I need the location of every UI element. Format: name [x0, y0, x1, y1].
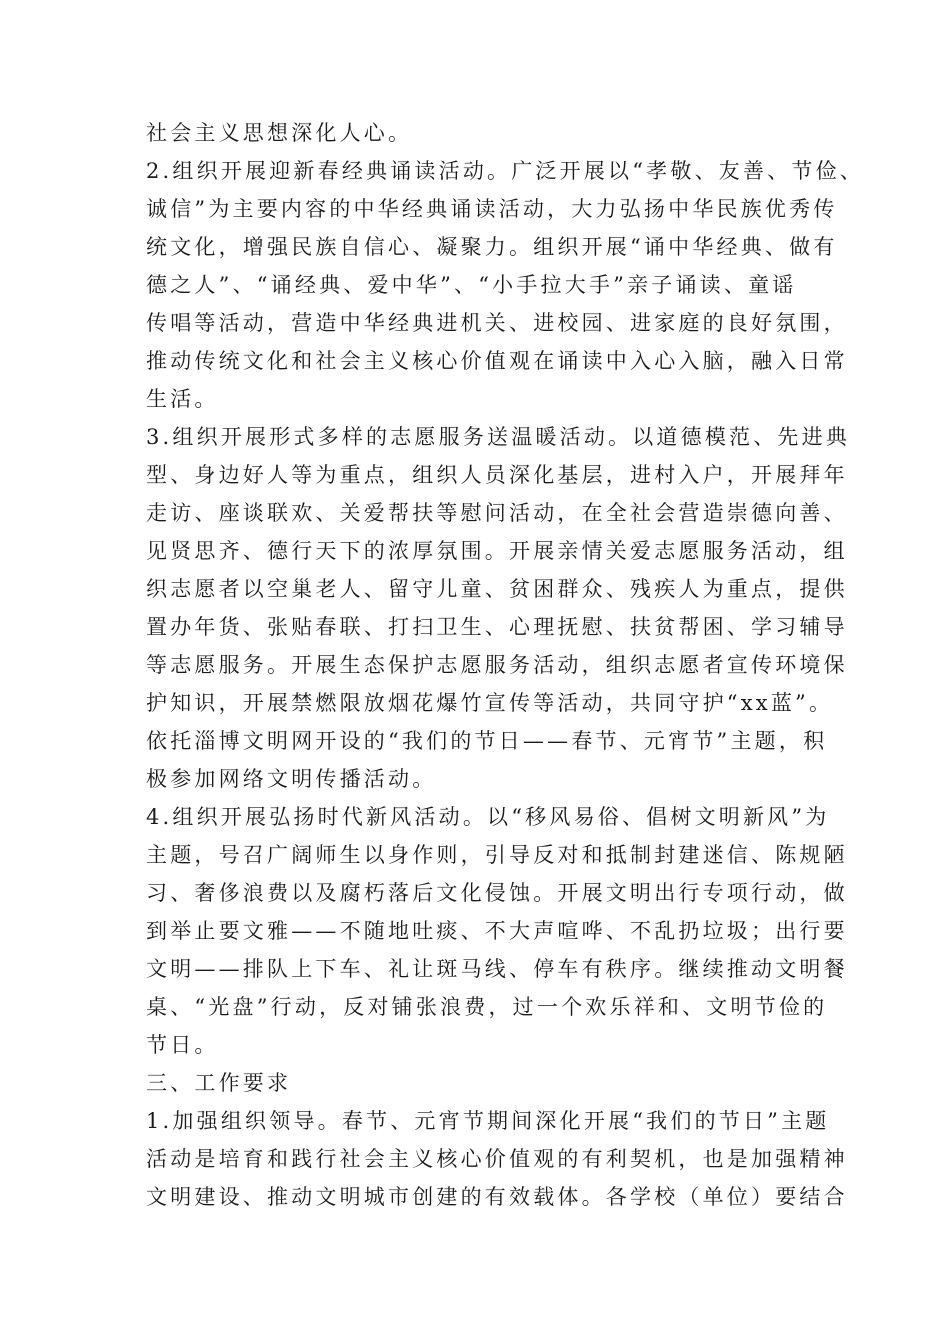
text-line: 2.组织开展迎新春经典诵读活动。广泛开展以“孝敬、友善、节俭、	[146, 159, 864, 183]
text-line: 走访、座谈联欢、关爱帮扶等慰问活动，在全社会营造崇德向善、	[146, 501, 848, 525]
text-line: 主题，号召广阔师生以身作则，引导反对和抵制封建迷信、陈规陋	[146, 843, 848, 867]
text-line: 德之人”、“诵经典、爱中华”、“小手拉大手”亲子诵读、童谣	[146, 273, 797, 297]
text-line: 社会主义思想深化人心。	[146, 121, 413, 145]
text-line: 传唱等活动，营造中华经典进机关、进校园、进家庭的良好氛围，	[146, 311, 848, 335]
text-line: 极参加网络文明传播活动。	[146, 767, 437, 791]
text-line: 节日。	[146, 1033, 219, 1057]
text-line: 型、身边好人等为重点，组织人员深化基层，进村入户，开展拜年	[146, 463, 848, 487]
text-line: 活动是培育和践行社会主义核心价值观的有利契机，也是加强精神	[146, 1147, 848, 1171]
text-line: 等志愿服务。开展生态保护志愿服务活动，组织志愿者宣传环境保	[146, 653, 848, 677]
text-line: 桌、“光盘”行动，反对铺张浪费，过一个欢乐祥和、文明节俭的	[146, 995, 828, 1019]
text-line: 3.组织开展形式多样的志愿服务送温暖活动。以道德模范、先进典	[146, 425, 851, 449]
text-line: 织志愿者以空巢老人、留守儿童、贫困群众、残疾人为重点，提供	[146, 577, 848, 601]
text-line: 诚信”为主要内容的中华经典诵读活动，大力弘扬中华民族优秀传	[146, 197, 838, 221]
text-line: 到举止要文雅——不随地吐痰、不大声喧哗、不乱扔垃圾；出行要	[146, 919, 848, 943]
text-line: 1.加强组织领导。春节、元宵节期间深化开展“我们的节日”主题	[146, 1109, 830, 1133]
text-line: 习、奢侈浪费以及腐朽落后文化侵蚀。开展文明出行专项行动，做	[146, 881, 848, 905]
text-line: 文明建设、推动文明城市创建的有效载体。各学校（单位）要结合	[146, 1185, 848, 1209]
text-line: 4.组织开展弘扬时代新风活动。以“移风易俗、倡树文明新风”为	[146, 805, 830, 829]
text-line: 护知识，开展禁燃限放烟花爆竹宣传等活动，共同守护“xx蓝”。	[146, 691, 834, 715]
document-body	[146, 114, 864, 1216]
text-line: 依托淄博文明网开设的“我们的节日——春节、元宵节”主题，积	[146, 729, 828, 753]
text-line: 推动传统文化和社会主义核心价值观在诵读中入心入脑，融入日常	[146, 349, 848, 373]
text-line: 统文化，增强民族自信心、凝聚力。组织开展“诵中华经典、做有	[146, 235, 838, 259]
text-line: 生活。	[146, 387, 219, 411]
section-heading: 三、工作要求	[146, 1071, 292, 1095]
text-line: 置办年货、张贴春联、打扫卫生、心理抚慰、扶贫帮困、学习辅导	[146, 615, 848, 639]
text-line: 见贤思齐、德行天下的浓厚氛围。开展亲情关爱志愿服务活动，组	[146, 539, 848, 563]
text-line: 文明——排队上下车、礼让斑马线、停车有秩序。继续推动文明餐	[146, 957, 848, 981]
